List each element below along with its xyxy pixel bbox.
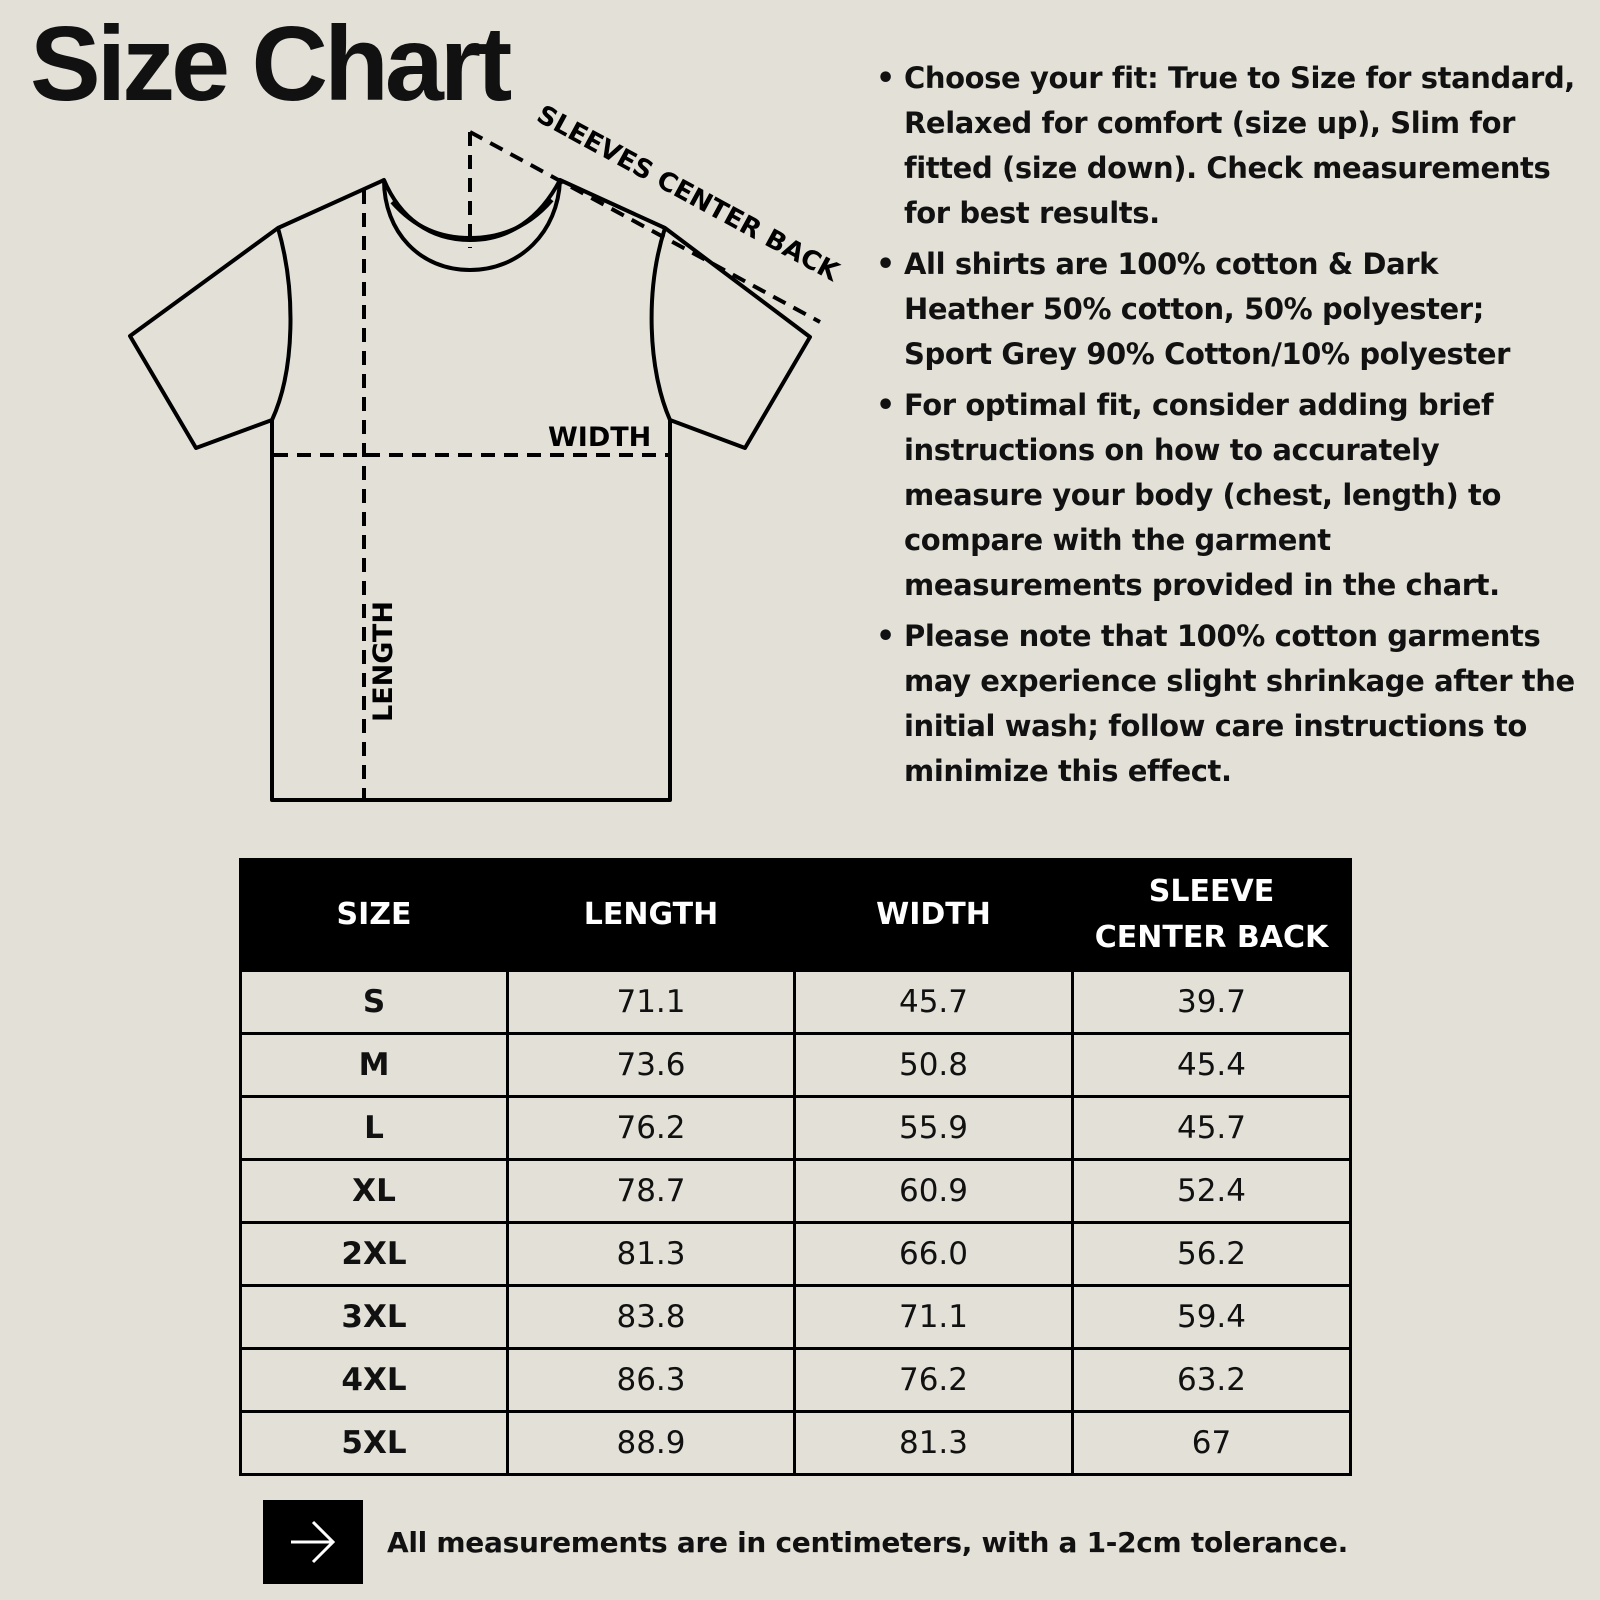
- table-row: [241, 1286, 1351, 1349]
- table-row: [241, 1097, 1351, 1160]
- measurement-cell: 71.1: [508, 971, 795, 1034]
- length-label: LENGTH: [368, 601, 399, 722]
- measurement-cell: 67: [1073, 1412, 1351, 1475]
- measurement-cell: 56.2: [1073, 1223, 1351, 1286]
- width-label: WIDTH: [548, 422, 652, 453]
- header-sleeve-center-back: SLEEVE CENTER BACK: [1073, 860, 1351, 971]
- measurement-cell: 45.7: [795, 971, 1073, 1034]
- size-cell: M: [241, 1034, 508, 1097]
- tshirt-outline: [130, 180, 810, 800]
- note-item: • For optimal fit, consider adding brief instructions on how to accurately measure your body (chest, length) to compare with the garment measurements provided in the chart.: [876, 383, 1576, 608]
- note-item: • Please note that 100% cotton garments may experience slight shrinkage after the initial wash; follow care instructions to minimize this effect.: [876, 614, 1576, 794]
- page-title: Size Chart: [30, 5, 509, 123]
- measurement-cell: 81.3: [795, 1412, 1073, 1475]
- size-cell: 5XL: [241, 1412, 508, 1475]
- size-cell: S: [241, 971, 508, 1034]
- size-cell: XL: [241, 1160, 508, 1223]
- measurement-cell: 60.9: [795, 1160, 1073, 1223]
- measurement-cell: 76.2: [508, 1097, 795, 1160]
- measurement-cell: 71.1: [795, 1286, 1073, 1349]
- footer-text: All measurements are in centimeters, with a 1-2cm tolerance.: [387, 1525, 1348, 1559]
- size-table: [239, 858, 1352, 1476]
- header-width: WIDTH: [795, 860, 1073, 971]
- size-table-container: [239, 858, 1352, 1476]
- table-row: [241, 1223, 1351, 1286]
- table-row: [241, 971, 1351, 1034]
- measurement-cell: 45.4: [1073, 1034, 1351, 1097]
- measurement-cell: 50.8: [795, 1034, 1073, 1097]
- table-row: [241, 1349, 1351, 1412]
- table-header-row: [241, 860, 1351, 971]
- measurement-cell: 55.9: [795, 1097, 1073, 1160]
- sleeve-label: SLEEVES CENTER BACK: [531, 99, 844, 288]
- measurement-cell: 52.4: [1073, 1160, 1351, 1223]
- measurement-cell: 88.9: [508, 1412, 795, 1475]
- measurement-cell: 86.3: [508, 1349, 795, 1412]
- measurement-cell: 45.7: [1073, 1097, 1351, 1160]
- table-row: [241, 1160, 1351, 1223]
- table-row: [241, 1034, 1351, 1097]
- measurement-cell: 39.7: [1073, 971, 1351, 1034]
- header-length: LENGTH: [508, 860, 795, 971]
- note-item: • All shirts are 100% cotton & Dark Heather 50% cotton, 50% polyester; Sport Grey 90% Cotton/10% polyester: [876, 242, 1576, 377]
- measurement-cell: 81.3: [508, 1223, 795, 1286]
- table-body: [241, 971, 1351, 1475]
- measurement-cell: 73.6: [508, 1034, 795, 1097]
- notes-list: [876, 56, 1576, 800]
- size-cell: 3XL: [241, 1286, 508, 1349]
- header-size: SIZE: [241, 860, 508, 971]
- measurement-cell: 78.7: [508, 1160, 795, 1223]
- footer-note: [263, 1500, 1348, 1584]
- measurement-cell: 76.2: [795, 1349, 1073, 1412]
- measurement-cell: 83.8: [508, 1286, 795, 1349]
- note-item: • Choose your fit: True to Size for standard, Relaxed for comfort (size up), Slim for fitted (size down). Check measurements for best results.: [876, 56, 1576, 236]
- arrow-right-icon: [263, 1500, 363, 1584]
- size-cell: 4XL: [241, 1349, 508, 1412]
- tshirt-diagram: [0, 0, 860, 820]
- measurement-cell: 59.4: [1073, 1286, 1351, 1349]
- measurement-cell: 63.2: [1073, 1349, 1351, 1412]
- measurement-cell: 66.0: [795, 1223, 1073, 1286]
- size-cell: 2XL: [241, 1223, 508, 1286]
- table-row: [241, 1412, 1351, 1475]
- size-cell: L: [241, 1097, 508, 1160]
